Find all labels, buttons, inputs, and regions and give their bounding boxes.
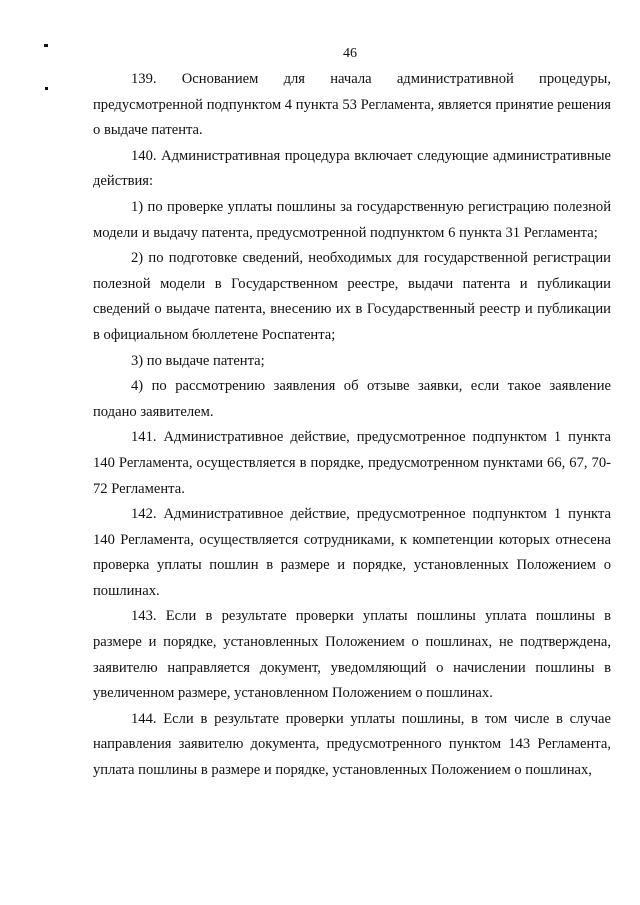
subitem-1: 1) по проверке уплаты пошлины за государственную регистрацию полезной модели и выдачу патента, предусмотренной подпунктом 6 пункта 31 Регламента; (93, 198, 611, 241)
document-body (93, 67, 611, 784)
paragraph-144: 144. Если в результате проверки уплаты пошлины, в том числе в случае направления заявителю документа, предусмотренного пунктом 143 Регламента, уплата пошлины в размере и порядке, установленных Положением о пошлинах, (93, 710, 611, 779)
paragraph-142: 142. Административное действие, предусмотренное подпунктом 1 пункта 140 Регламента, осуществляется сотрудниками, к компетенции которых отнесена проверка уплаты пошлин в размере и порядке, установленных Положением о пошлинах. (93, 506, 611, 599)
paragraph-139: 139. Основанием для начала административной процедуры, предусмотренной подпунктом 4 пункта 53 Регламента, является принятие решения о выдаче патента. (93, 71, 611, 139)
subitem-4: 4) по рассмотрению заявления об отзыве заявки, если такое заявление подано заявителем. (93, 378, 611, 420)
page-number: 46 (343, 46, 357, 61)
paragraph-141: 141. Административное действие, предусмотренное подпунктом 1 пункта 140 Регламента, осуществляется в порядке, предусмотренном пунктами 66, 67, 70-72 Регламента. (93, 429, 611, 497)
paragraph-140: 140. Административная процедура включает следующие административные действия: (93, 147, 611, 190)
subitem-3: 3) по выдаче патента; (131, 352, 265, 369)
paragraph-143: 143. Если в результате проверки уплаты пошлины уплата пошлины в размере и порядке, установленных Положением о пошлинах, не подтверждена, заявителю направляется документ, уведомляющий о начислении пошлины в увеличенном размере, установленном Положением о пошлинах. (93, 608, 611, 702)
scan-mark (45, 87, 48, 90)
subitem-2: 2) по подготовке сведений, необходимых для государственной регистрации полезной модели в Государственном реестре, выдачи патента и публикации сведений о выдаче патента, внесению их в Государственный реестр и публикации в официальном бюллетене Роспатента; (93, 250, 611, 343)
